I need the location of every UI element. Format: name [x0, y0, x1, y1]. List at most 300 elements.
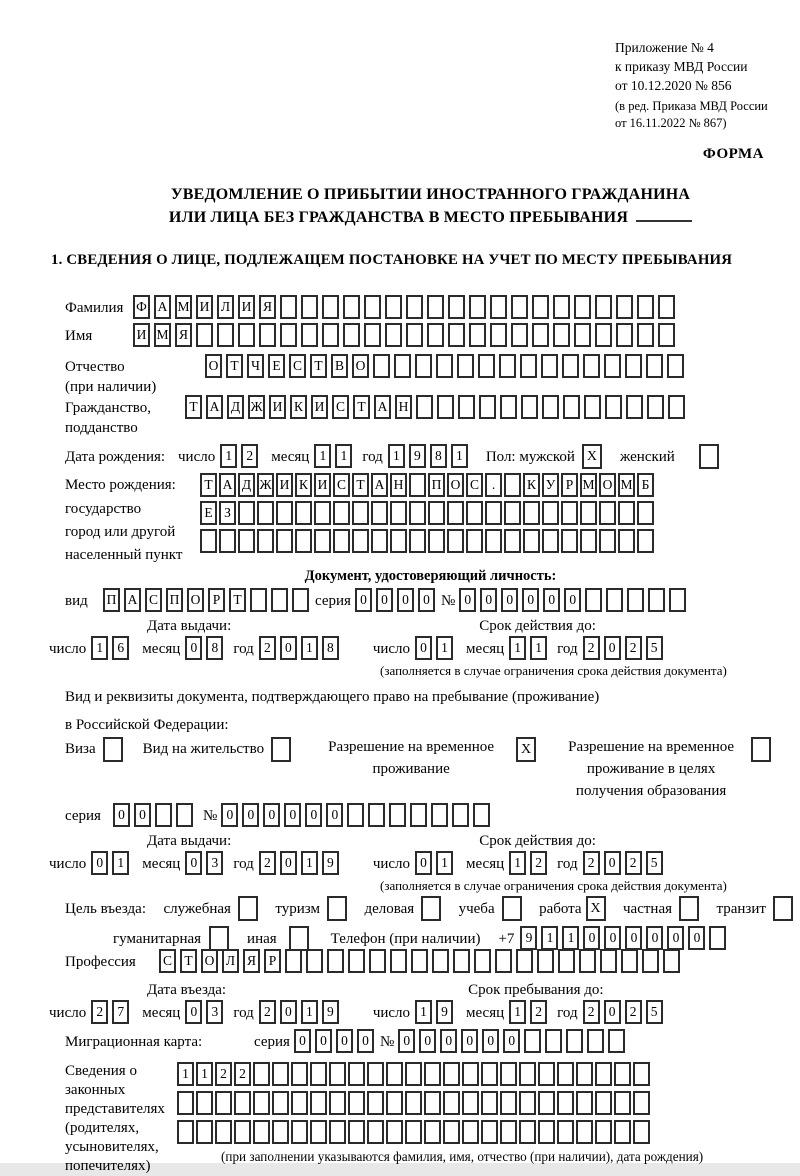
char-cell[interactable] [291, 1062, 308, 1086]
char-cell[interactable] [595, 1091, 612, 1115]
char-cell[interactable] [367, 1062, 384, 1086]
char-cell[interactable] [584, 395, 601, 419]
char-cell[interactable] [616, 323, 633, 347]
char-cell[interactable]: 8 [322, 636, 339, 660]
char-cell[interactable] [343, 323, 360, 347]
char-cell[interactable] [618, 501, 635, 525]
char-cell[interactable]: 9 [322, 851, 339, 875]
char-cell[interactable]: 0 [284, 803, 301, 827]
char-cell[interactable] [576, 1062, 593, 1086]
char-cell[interactable] [306, 949, 323, 973]
char-cell[interactable] [462, 1120, 479, 1144]
char-cell[interactable] [495, 949, 512, 973]
char-cell[interactable] [669, 588, 686, 612]
char-cell[interactable] [563, 395, 580, 419]
char-cell[interactable] [253, 1120, 270, 1144]
char-cell[interactable]: Я [243, 949, 260, 973]
char-cell[interactable] [614, 1091, 631, 1115]
char-cell[interactable] [373, 354, 390, 378]
char-cell[interactable] [371, 501, 388, 525]
char-cell[interactable] [658, 295, 675, 319]
char-cell[interactable] [709, 926, 726, 950]
char-cell[interactable]: О [352, 354, 369, 378]
char-cell[interactable]: А [206, 395, 223, 419]
char-cell[interactable] [457, 354, 474, 378]
char-cell[interactable]: 0 [503, 1029, 520, 1053]
char-cell[interactable] [280, 323, 297, 347]
char-cell[interactable] [259, 323, 276, 347]
char-cell[interactable]: М [580, 473, 597, 497]
char-cell[interactable]: 1 [541, 926, 558, 950]
char-cell[interactable]: 1 [436, 636, 453, 660]
char-cell[interactable] [291, 1091, 308, 1115]
char-cell[interactable] [523, 529, 540, 553]
char-cell[interactable]: 1 [91, 636, 108, 660]
char-cell[interactable] [310, 1062, 327, 1086]
char-cell[interactable] [562, 354, 579, 378]
purpose-official-checkbox[interactable] [238, 896, 258, 921]
sex-male-checkbox[interactable]: X [582, 444, 602, 469]
char-cell[interactable]: Я [259, 295, 276, 319]
char-cell[interactable] [409, 529, 426, 553]
char-cell[interactable] [322, 323, 339, 347]
char-cell[interactable] [364, 295, 381, 319]
char-cell[interactable] [637, 323, 654, 347]
char-cell[interactable] [658, 323, 675, 347]
char-cell[interactable]: 0 [419, 1029, 436, 1053]
char-cell[interactable]: М [154, 323, 171, 347]
char-cell[interactable] [386, 1062, 403, 1086]
char-cell[interactable] [406, 323, 423, 347]
char-cell[interactable] [272, 1120, 289, 1144]
char-cell[interactable]: 0 [583, 926, 600, 950]
char-cell[interactable]: П [166, 588, 183, 612]
char-cell[interactable] [177, 1091, 194, 1115]
char-cell[interactable] [155, 803, 172, 827]
char-cell[interactable] [352, 501, 369, 525]
char-cell[interactable]: Т [200, 473, 217, 497]
char-cell[interactable] [333, 501, 350, 525]
char-cell[interactable] [557, 1091, 574, 1115]
char-cell[interactable] [196, 1120, 213, 1144]
purpose-other-checkbox[interactable] [289, 926, 309, 951]
char-cell[interactable] [322, 295, 339, 319]
char-cell[interactable]: 2 [530, 851, 547, 875]
char-cell[interactable]: 1 [509, 851, 526, 875]
char-cell[interactable]: Ч [247, 354, 264, 378]
char-cell[interactable] [580, 529, 597, 553]
char-cell[interactable] [481, 1091, 498, 1115]
char-cell[interactable] [280, 295, 297, 319]
char-cell[interactable]: К [295, 473, 312, 497]
char-cell[interactable] [295, 529, 312, 553]
char-cell[interactable] [637, 295, 654, 319]
char-cell[interactable] [478, 354, 495, 378]
char-cell[interactable] [310, 1091, 327, 1115]
char-cell[interactable] [368, 803, 385, 827]
char-cell[interactable] [595, 1120, 612, 1144]
char-cell[interactable] [583, 354, 600, 378]
char-cell[interactable]: 1 [415, 1000, 432, 1024]
char-cell[interactable]: 1 [196, 1062, 213, 1086]
char-cell[interactable] [667, 354, 684, 378]
char-cell[interactable] [521, 395, 538, 419]
char-cell[interactable]: Е [200, 501, 217, 525]
char-cell[interactable] [177, 1120, 194, 1144]
char-cell[interactable] [606, 588, 623, 612]
char-cell[interactable] [234, 1120, 251, 1144]
char-cell[interactable]: 2 [625, 851, 642, 875]
char-cell[interactable] [234, 1091, 251, 1115]
char-cell[interactable]: И [196, 295, 213, 319]
char-cell[interactable]: 0 [113, 803, 130, 827]
purpose-private-checkbox[interactable] [679, 896, 699, 921]
char-cell[interactable]: О [201, 949, 218, 973]
char-cell[interactable]: 0 [185, 636, 202, 660]
char-cell[interactable]: Л [222, 949, 239, 973]
char-cell[interactable]: 2 [259, 1000, 276, 1024]
char-cell[interactable] [647, 395, 664, 419]
char-cell[interactable]: С [159, 949, 176, 973]
char-cell[interactable] [424, 1091, 441, 1115]
char-cell[interactable] [595, 323, 612, 347]
purpose-study-checkbox[interactable] [502, 896, 522, 921]
char-cell[interactable]: 2 [583, 636, 600, 660]
char-cell[interactable]: 2 [583, 851, 600, 875]
char-cell[interactable]: 2 [625, 636, 642, 660]
char-cell[interactable] [553, 323, 570, 347]
char-cell[interactable] [574, 323, 591, 347]
char-cell[interactable]: 0 [134, 803, 151, 827]
char-cell[interactable] [511, 295, 528, 319]
char-cell[interactable] [215, 1091, 232, 1115]
char-cell[interactable]: А [374, 395, 391, 419]
char-cell[interactable] [292, 588, 309, 612]
char-cell[interactable] [574, 295, 591, 319]
char-cell[interactable]: 9 [409, 444, 426, 468]
purpose-humanitarian-checkbox[interactable] [209, 926, 229, 951]
char-cell[interactable] [532, 295, 549, 319]
char-cell[interactable] [627, 588, 644, 612]
char-cell[interactable] [462, 1091, 479, 1115]
char-cell[interactable] [538, 1091, 555, 1115]
char-cell[interactable] [500, 1091, 517, 1115]
char-cell[interactable] [348, 949, 365, 973]
char-cell[interactable]: Т [229, 588, 246, 612]
char-cell[interactable] [500, 1062, 517, 1086]
char-cell[interactable] [633, 1091, 650, 1115]
char-cell[interactable] [462, 1062, 479, 1086]
char-cell[interactable]: П [428, 473, 445, 497]
char-cell[interactable]: 2 [259, 851, 276, 875]
char-cell[interactable] [579, 949, 596, 973]
char-cell[interactable]: 0 [688, 926, 705, 950]
char-cell[interactable] [537, 949, 554, 973]
char-cell[interactable] [200, 529, 217, 553]
char-cell[interactable] [310, 1120, 327, 1144]
char-cell[interactable] [452, 803, 469, 827]
char-cell[interactable] [453, 949, 470, 973]
char-cell[interactable] [474, 949, 491, 973]
char-cell[interactable] [416, 395, 433, 419]
char-cell[interactable] [253, 1062, 270, 1086]
char-cell[interactable]: 1 [301, 636, 318, 660]
char-cell[interactable]: 0 [336, 1029, 353, 1053]
char-cell[interactable] [558, 949, 575, 973]
char-cell[interactable]: 1 [301, 1000, 318, 1024]
char-cell[interactable] [519, 1091, 536, 1115]
char-cell[interactable]: 3 [206, 1000, 223, 1024]
char-cell[interactable] [485, 501, 502, 525]
char-cell[interactable] [427, 295, 444, 319]
char-cell[interactable] [295, 501, 312, 525]
char-cell[interactable] [238, 323, 255, 347]
char-cell[interactable] [608, 1029, 625, 1053]
char-cell[interactable] [448, 323, 465, 347]
char-cell[interactable] [409, 501, 426, 525]
char-cell[interactable]: Т [185, 395, 202, 419]
purpose-work-checkbox[interactable]: X [586, 896, 606, 921]
char-cell[interactable]: 0 [294, 1029, 311, 1053]
char-cell[interactable] [385, 295, 402, 319]
char-cell[interactable]: А [154, 295, 171, 319]
char-cell[interactable]: 9 [322, 1000, 339, 1024]
char-cell[interactable]: Я [175, 323, 192, 347]
char-cell[interactable] [428, 501, 445, 525]
char-cell[interactable] [432, 949, 449, 973]
char-cell[interactable]: П [103, 588, 120, 612]
char-cell[interactable] [466, 501, 483, 525]
char-cell[interactable] [410, 803, 427, 827]
char-cell[interactable]: 2 [91, 1000, 108, 1024]
char-cell[interactable] [409, 473, 426, 497]
char-cell[interactable] [500, 395, 517, 419]
char-cell[interactable] [196, 323, 213, 347]
char-cell[interactable]: 0 [480, 588, 497, 612]
char-cell[interactable]: М [618, 473, 635, 497]
char-cell[interactable] [394, 354, 411, 378]
char-cell[interactable] [390, 949, 407, 973]
char-cell[interactable]: 0 [604, 1000, 621, 1024]
char-cell[interactable] [511, 323, 528, 347]
char-cell[interactable] [595, 1062, 612, 1086]
char-cell[interactable]: 0 [459, 588, 476, 612]
char-cell[interactable]: В [331, 354, 348, 378]
char-cell[interactable]: 2 [259, 636, 276, 660]
char-cell[interactable]: Ж [257, 473, 274, 497]
char-cell[interactable] [576, 1120, 593, 1144]
char-cell[interactable]: Т [310, 354, 327, 378]
char-cell[interactable]: 0 [185, 851, 202, 875]
char-cell[interactable]: С [289, 354, 306, 378]
char-cell[interactable]: С [332, 395, 349, 419]
char-cell[interactable] [329, 1120, 346, 1144]
char-cell[interactable] [424, 1062, 441, 1086]
char-cell[interactable] [542, 395, 559, 419]
char-cell[interactable] [367, 1091, 384, 1115]
char-cell[interactable] [405, 1120, 422, 1144]
char-cell[interactable]: 6 [112, 636, 129, 660]
char-cell[interactable]: Р [264, 949, 281, 973]
char-cell[interactable] [625, 354, 642, 378]
char-cell[interactable]: М [175, 295, 192, 319]
char-cell[interactable] [443, 1091, 460, 1115]
char-cell[interactable]: 0 [315, 1029, 332, 1053]
char-cell[interactable]: 0 [357, 1029, 374, 1053]
char-cell[interactable]: 2 [215, 1062, 232, 1086]
char-cell[interactable] [646, 354, 663, 378]
char-cell[interactable] [585, 588, 602, 612]
char-cell[interactable] [542, 501, 559, 525]
char-cell[interactable] [389, 803, 406, 827]
char-cell[interactable] [329, 1062, 346, 1086]
char-cell[interactable] [348, 1120, 365, 1144]
char-cell[interactable] [301, 295, 318, 319]
char-cell[interactable] [557, 1062, 574, 1086]
char-cell[interactable]: 5 [646, 636, 663, 660]
char-cell[interactable] [504, 501, 521, 525]
char-cell[interactable]: 2 [234, 1062, 251, 1086]
char-cell[interactable]: 0 [522, 588, 539, 612]
char-cell[interactable] [196, 1091, 213, 1115]
char-cell[interactable] [257, 501, 274, 525]
char-cell[interactable] [176, 803, 193, 827]
char-cell[interactable]: 7 [112, 1000, 129, 1024]
char-cell[interactable] [257, 529, 274, 553]
char-cell[interactable] [458, 395, 475, 419]
char-cell[interactable] [614, 1062, 631, 1086]
char-cell[interactable] [519, 1062, 536, 1086]
purpose-tourism-checkbox[interactable] [327, 896, 347, 921]
char-cell[interactable]: 1 [509, 636, 526, 660]
temp-residence-education-checkbox[interactable] [751, 737, 771, 762]
char-cell[interactable] [595, 295, 612, 319]
visa-checkbox[interactable] [103, 737, 123, 762]
char-cell[interactable] [626, 395, 643, 419]
char-cell[interactable]: Д [227, 395, 244, 419]
char-cell[interactable]: 0 [415, 636, 432, 660]
char-cell[interactable] [499, 354, 516, 378]
char-cell[interactable] [561, 529, 578, 553]
char-cell[interactable] [285, 949, 302, 973]
char-cell[interactable]: Р [561, 473, 578, 497]
char-cell[interactable] [618, 529, 635, 553]
char-cell[interactable] [448, 295, 465, 319]
char-cell[interactable] [333, 529, 350, 553]
char-cell[interactable] [616, 295, 633, 319]
char-cell[interactable] [648, 588, 665, 612]
char-cell[interactable]: О [599, 473, 616, 497]
char-cell[interactable] [668, 395, 685, 419]
char-cell[interactable]: 1 [335, 444, 352, 468]
char-cell[interactable] [621, 949, 638, 973]
temp-residence-checkbox[interactable]: X [516, 737, 536, 762]
char-cell[interactable]: И [311, 395, 328, 419]
char-cell[interactable] [490, 323, 507, 347]
char-cell[interactable] [490, 295, 507, 319]
char-cell[interactable] [367, 1120, 384, 1144]
char-cell[interactable] [516, 949, 533, 973]
char-cell[interactable] [519, 1120, 536, 1144]
char-cell[interactable]: 1 [314, 444, 331, 468]
char-cell[interactable]: 0 [280, 636, 297, 660]
char-cell[interactable] [557, 1120, 574, 1144]
char-cell[interactable] [253, 1091, 270, 1115]
char-cell[interactable] [532, 323, 549, 347]
char-cell[interactable] [538, 1120, 555, 1144]
char-cell[interactable]: О [205, 354, 222, 378]
char-cell[interactable] [250, 588, 267, 612]
char-cell[interactable]: 2 [625, 1000, 642, 1024]
char-cell[interactable] [642, 949, 659, 973]
char-cell[interactable]: 0 [625, 926, 642, 950]
char-cell[interactable] [347, 803, 364, 827]
char-cell[interactable] [466, 529, 483, 553]
char-cell[interactable]: Л [217, 295, 234, 319]
char-cell[interactable] [437, 395, 454, 419]
char-cell[interactable]: 0 [91, 851, 108, 875]
char-cell[interactable] [523, 501, 540, 525]
char-cell[interactable] [633, 1062, 650, 1086]
char-cell[interactable]: 0 [397, 588, 414, 612]
char-cell[interactable]: 1 [530, 636, 547, 660]
char-cell[interactable] [633, 1120, 650, 1144]
char-cell[interactable] [327, 949, 344, 973]
char-cell[interactable]: 0 [355, 588, 372, 612]
char-cell[interactable]: 0 [376, 588, 393, 612]
char-cell[interactable]: 9 [520, 926, 537, 950]
char-cell[interactable]: Т [353, 395, 370, 419]
char-cell[interactable]: 0 [305, 803, 322, 827]
char-cell[interactable] [272, 1091, 289, 1115]
purpose-business-checkbox[interactable] [421, 896, 441, 921]
char-cell[interactable] [485, 529, 502, 553]
char-cell[interactable] [215, 1120, 232, 1144]
char-cell[interactable] [469, 295, 486, 319]
char-cell[interactable]: А [219, 473, 236, 497]
char-cell[interactable] [447, 501, 464, 525]
char-cell[interactable] [271, 588, 288, 612]
char-cell[interactable] [405, 1091, 422, 1115]
char-cell[interactable] [364, 323, 381, 347]
char-cell[interactable]: 0 [398, 1029, 415, 1053]
char-cell[interactable]: Ф [133, 295, 150, 319]
char-cell[interactable] [405, 1062, 422, 1086]
char-cell[interactable]: 3 [206, 851, 223, 875]
char-cell[interactable] [436, 354, 453, 378]
char-cell[interactable] [352, 529, 369, 553]
char-cell[interactable]: 1 [220, 444, 237, 468]
char-cell[interactable] [580, 501, 597, 525]
char-cell[interactable]: И [314, 473, 331, 497]
char-cell[interactable]: 0 [415, 851, 432, 875]
char-cell[interactable]: 0 [482, 1029, 499, 1053]
char-cell[interactable]: 0 [604, 926, 621, 950]
char-cell[interactable] [614, 1120, 631, 1144]
char-cell[interactable]: 0 [646, 926, 663, 950]
char-cell[interactable] [291, 1120, 308, 1144]
char-cell[interactable] [587, 1029, 604, 1053]
char-cell[interactable] [386, 1120, 403, 1144]
char-cell[interactable]: Д [238, 473, 255, 497]
char-cell[interactable] [566, 1029, 583, 1053]
char-cell[interactable] [386, 1091, 403, 1115]
char-cell[interactable] [545, 1029, 562, 1053]
char-cell[interactable] [443, 1062, 460, 1086]
char-cell[interactable]: С [333, 473, 350, 497]
char-cell[interactable] [473, 803, 490, 827]
char-cell[interactable]: 1 [301, 851, 318, 875]
